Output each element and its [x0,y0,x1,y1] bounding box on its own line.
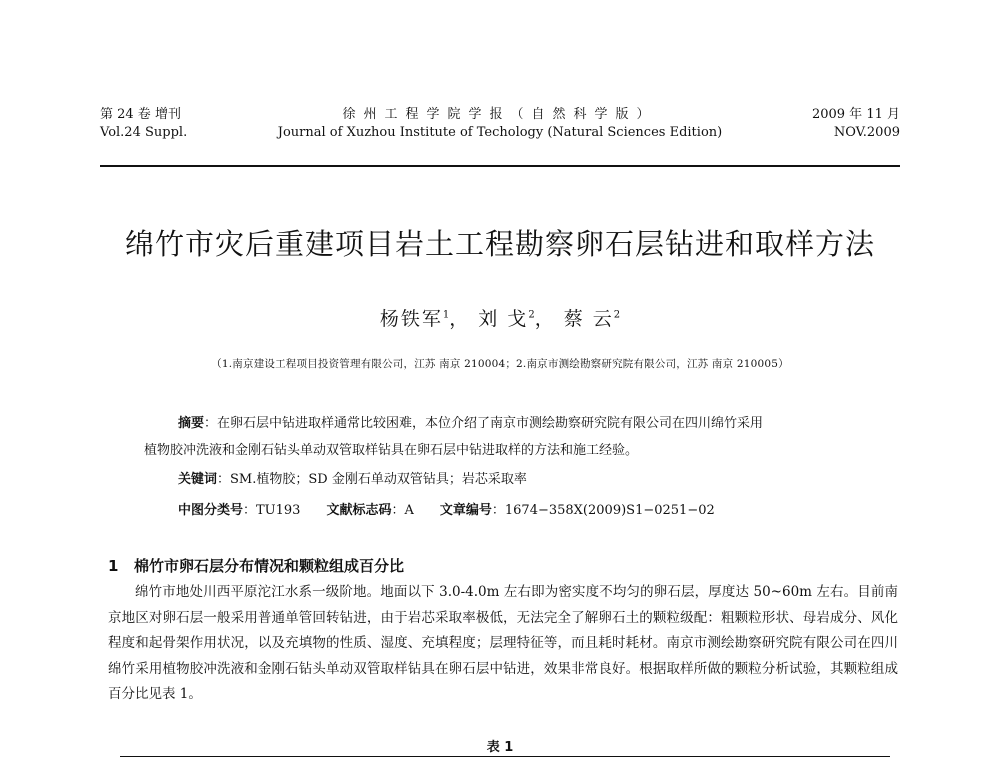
abstract-line: 植物胶冲洗液和金刚石钻头单动双管取样钻具在卵石层中钻进取样的方法和施工经验。 [144,443,639,458]
abstract-label: 摘要 [178,416,205,431]
section-title: 棉竹市卵石层分布情况和颗粒组成百分比 [134,557,405,575]
keywords-text: ：SM.植物胶；SD 金刚石单动双管钻具；岩芯采取率 [217,472,527,487]
article-id-value: ：1674−358X(2009)S1−0251−02 [491,503,715,518]
section-number: 1 [108,557,119,575]
author-affil-mark: 2 [613,309,621,321]
body-text [108,580,898,708]
paragraph: 绵竹市地处川西平原沱江水系一级阶地。地面以下 3.0-4.0m 左右即为密实度不均匀的卵石层，厚度达 50~60m 左右。目前南京地区对卵石层一般采用普通单管回转钻进，由于岩芯采取率极低，无法完全了解卵石土的颗粒级配：粗颗粒形状、母岩成分、风化程度和起骨架作用状况，以及充填物的性质、湿度、充填程度；层理特征等，而且耗时耗材。南京市测绘勘察研究院有限公司在四川绵竹采用植物胶冲洗液和金刚石钻头单动双管取样钻具在卵石层中钻进，效果非常良好。根据取样所做的颗粒分析试验，其颗粒组成百分比见表 1。 [108,584,898,702]
author-affil-mark: 1 [442,309,450,321]
abstract-line [130,410,880,437]
author-affil-mark: 2 [528,309,535,321]
table-top-rule [120,756,890,757]
running-header [100,106,900,148]
author-separator: ， [449,308,471,330]
issue-date-en: NOV.2009 [833,125,900,140]
section-heading [108,555,404,576]
doc-code-value: ：A [391,503,414,518]
paper-title: 绵竹市灾后重建项目岩土工程勘察卵石层钻进和取样方法 [124,227,875,261]
volume-en: Vol.24 Suppl. [100,125,188,140]
keywords-label: 关键词 [178,472,218,487]
author-separator: ， [534,308,556,330]
header-rule [100,165,900,167]
keywords [178,470,527,490]
journal-name-en: Journal of Xuzhou Institute of Techology (Natural Sciences Edition) [277,125,723,140]
journal-name-cn: 徐州工程学院学报（自然科学版） [342,107,658,122]
table-caption: 表 1 [486,740,514,755]
author-name: 蔡 云 [563,308,614,330]
article-id-label: 文章编号 [439,503,492,518]
classification-line [178,501,715,521]
volume-cn: 第 24 卷 增刊 [100,107,181,122]
author-name: 刘 戈 [478,308,529,330]
affiliations: （1.南京建设工程项目投资管理有限公司，江苏 南京 210004；2.南京市测绘勘察研究院有限公司，江苏 南京 210005） [211,358,789,370]
clc-value: ：TU193 [243,503,301,518]
abstract [130,410,880,464]
clc-label: 中图分类号 [178,503,244,518]
author-list [200,304,800,331]
abstract-text: ：在卵石层中钻进取样通常比较困难，本位介绍了南京市测绘勘察研究院有限公司在四川绵竹采用 [204,416,764,431]
doc-code-label: 文献标志码 [326,503,392,518]
issue-date [812,106,900,142]
author-name: 杨铁军 [379,308,443,330]
journal-name [100,106,900,142]
issue-date-cn: 2009 年 11 月 [811,107,900,122]
